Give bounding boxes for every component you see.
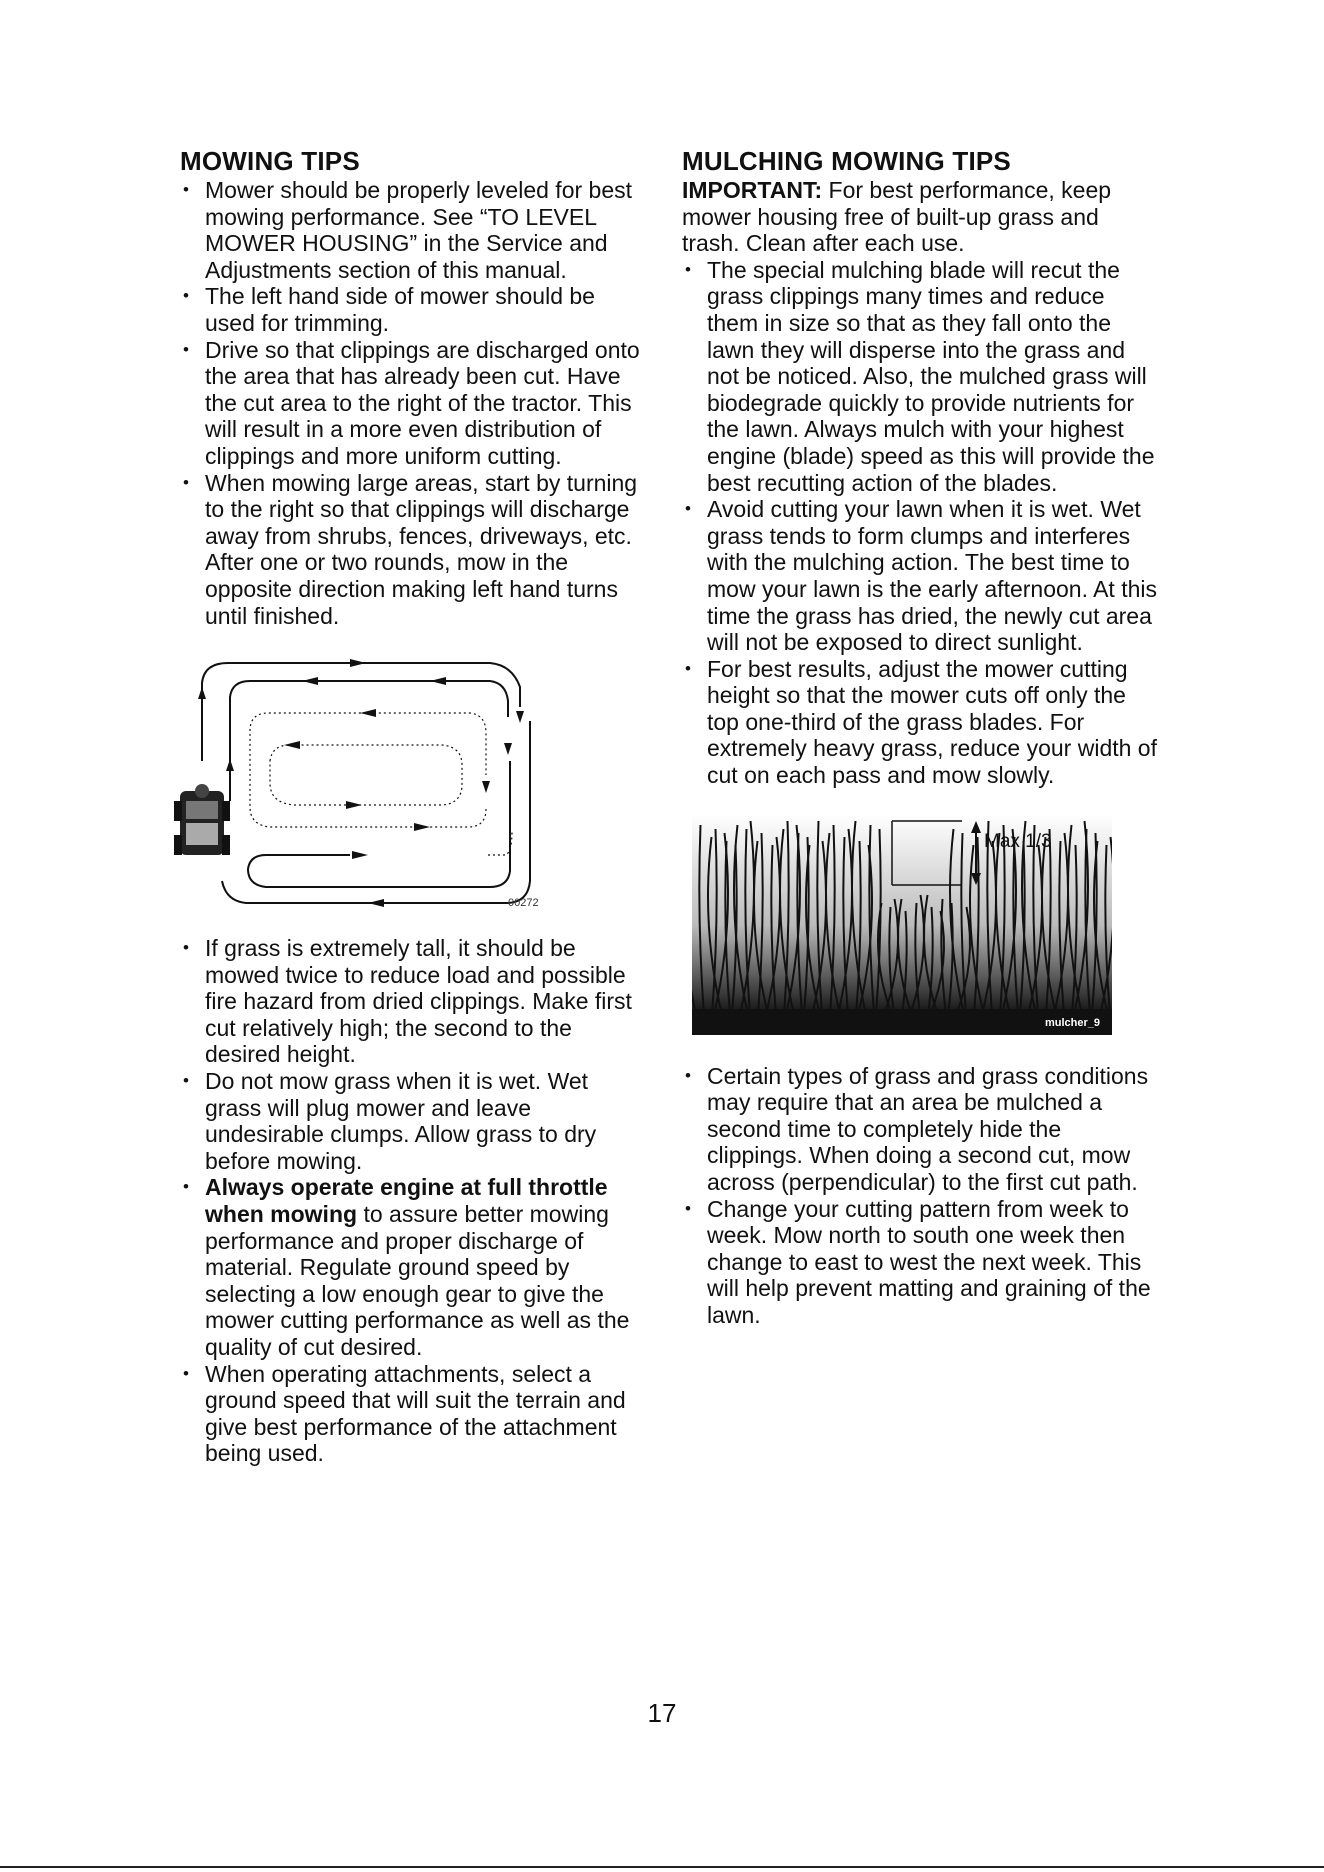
- mowing-pattern-diagram: [170, 651, 600, 911]
- bottom-rule: [0, 1866, 1324, 1868]
- figure-code: mulcher_9: [1044, 1016, 1100, 1029]
- mulching-tips-list-top: [682, 257, 1162, 789]
- list-item-text: Do not mow grass when it is wet. Wet grass will plug mower and leave undesirable clumps. Allow grass to dry before mowing.: [205, 1068, 597, 1174]
- mulching-tips-heading: MULCHING MOWING TIPS: [682, 146, 1011, 176]
- important-note: [682, 177, 1162, 257]
- list-item: • Mower should be properly leveled for best mowing performance. See “TO LEVEL MOWER HOUSING” in the Service and Adjustments section of this manual.: [180, 177, 650, 283]
- bold-lead: Always operate engine at full throttle when mowing: [205, 1174, 608, 1228]
- mulching-tips-list-bottom: [682, 1063, 1162, 1329]
- mowing-pattern-drawing: [170, 651, 600, 911]
- list-item: [180, 935, 650, 1068]
- important-text: For best performance, keep mower housing free of built-up grass and trash. Clean after each use.: [682, 177, 1112, 257]
- list-item-text: to assure better mowing performance and proper discharge of material. Regulate ground speed by selecting a low enough gear to give the mower cutting performance as well as the quality of cut desired.: [205, 1201, 630, 1360]
- list-item: • Drive so that clippings are discharged onto the area that has already been cut. Have the cut area to the right of the tractor. This will result in a more even distribution of clippings and more uniform cutting.: [180, 337, 650, 470]
- grass-cutting-height-illustration: [692, 815, 1112, 1035]
- tractor-icon: [174, 784, 230, 855]
- figure-code: 00272: [508, 897, 539, 910]
- mowing-tips-heading: MOWING TIPS: [180, 146, 360, 176]
- list-item: [180, 1361, 650, 1467]
- left-column: [180, 145, 650, 1467]
- list-item-text: When operating attachments, select a ground speed that will suit the terrain and give best performance of the attachment being used.: [205, 1360, 626, 1467]
- list-item: • Certain types of grass and grass conditions may require that an area be mulched a second time to completely hide the clippings. When doing a second cut, mow across (perpendicular) to the first cut path.: [682, 1063, 1162, 1196]
- important-label: IMPORTANT:: [682, 177, 823, 203]
- list-item: • The left hand side of mower should be used for trimming.: [180, 283, 650, 336]
- list-item: [180, 1068, 650, 1174]
- mowing-tips-list-bottom: [180, 935, 650, 1467]
- mowing-tips-list-top: [180, 177, 650, 629]
- list-item: • The special mulching blade will recut the grass clippings many times and reduce them in size so that as they fall onto the lawn they will disperse into the grass and not be noticed. Also, the mulched grass will biodegrade quickly to provide nutrients for the lawn. Always mulch with your highest engine (blade) speed as this will provide the best recutting action of the blades.: [682, 257, 1162, 496]
- max-one-third-label: Max 1/3: [984, 830, 1052, 852]
- list-item: • Change your cutting pattern from week to week. Mow north to south one week then change to east to west the next week. This will help prevent matting and graining of the lawn.: [682, 1196, 1162, 1329]
- list-item: [180, 1174, 650, 1360]
- list-item-text: If grass is extremely tall, it should be mowed twice to reduce load and possible fire hazard from dried clippings. Make first cut relatively high; the second to the desired height.: [205, 935, 632, 1068]
- list-item: • When mowing large areas, start by turning to the right so that clippings will discharge away from shrubs, fences, driveways, etc. After one or two rounds, mow in the opposite direction making left hand turns until finished.: [180, 470, 650, 630]
- list-item: • Avoid cutting your lawn when it is wet. Wet grass tends to form clumps and interferes with the mulching action. The best time to mow your lawn is the early afternoon. At this time the grass has dried, the newly cut area will not be exposed to direct sunlight.: [682, 496, 1162, 656]
- right-column: [682, 145, 1162, 1329]
- list-item: • For best results, adjust the mower cutting height so that the mower cuts off only the top one-third of the grass blades. For extremely heavy grass, reduce your width of cut on each pass and mow slowly.: [682, 656, 1162, 789]
- page-number: 17: [647, 1698, 677, 1728]
